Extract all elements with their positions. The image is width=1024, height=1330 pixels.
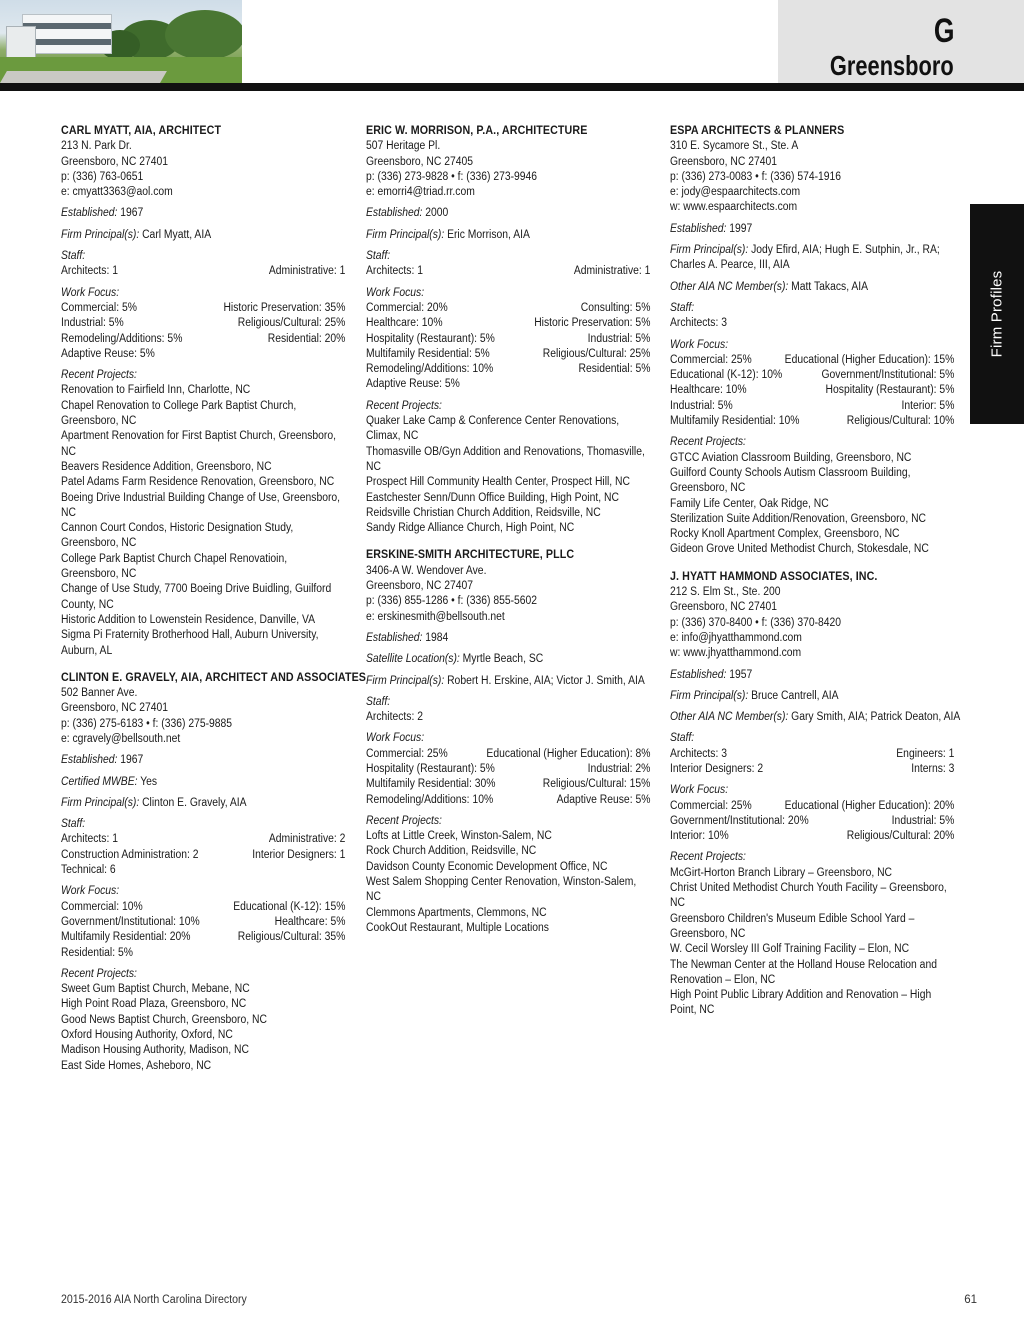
firm-contact-line: Greensboro, NC 27401 bbox=[61, 702, 169, 715]
certified-mwbe bbox=[61, 775, 317, 790]
firm-contact-line: Greensboro, NC 27401 bbox=[670, 601, 778, 614]
firm-entry bbox=[61, 671, 367, 1074]
staff-row bbox=[366, 710, 650, 725]
recent-projects-label: Recent Projects: bbox=[366, 814, 442, 827]
project-item: Cannon Court Condos, Historic Designation Study, Greensboro, NC bbox=[61, 522, 294, 550]
project-item: Reidsville Christian Church Addition, Reidsville, NC bbox=[366, 506, 601, 519]
project-item: Apartment Renovation for First Baptist Church, Greensboro, NC bbox=[61, 430, 336, 458]
staff bbox=[61, 249, 345, 280]
firm-principals-text bbox=[61, 796, 345, 811]
footer-directory-title: 2015-2016 AIA North Carolina Directory bbox=[61, 1294, 247, 1306]
work-focus-row bbox=[366, 347, 650, 362]
project-item: Sterilization Suite Addition/Renovation, Greensboro, NC bbox=[670, 512, 927, 525]
firm-principals-value: Carl Myatt, AIA bbox=[142, 228, 212, 241]
firm-name: CARL MYATT, AIA, ARCHITECT bbox=[61, 125, 222, 137]
staff-item: Engineers: 1 bbox=[896, 747, 955, 760]
firm-contact-line: p: (336) 275-6183 • f: (336) 275-9885 bbox=[61, 717, 233, 730]
firm-principals-value: Eric Morrison, AIA bbox=[447, 228, 530, 241]
project-item: Boeing Drive Industrial Building Change of Use, Greensboro, NC bbox=[61, 491, 341, 519]
work-focus-item: Commercial: 10% bbox=[61, 900, 143, 913]
work-focus-row bbox=[670, 383, 954, 398]
firm-principals-label: Firm Principal(s): bbox=[61, 796, 140, 809]
satellite-location-label: Satellite Location(s): bbox=[366, 653, 460, 666]
work-focus-item: Educational (K-12): 10% bbox=[670, 369, 783, 382]
firm-contact-line: p: (336) 855-1286 • f: (336) 855-5602 bbox=[366, 595, 538, 608]
firm-contact-line: e: erskinesmith@bellsouth.net bbox=[366, 610, 505, 623]
project-item: Historic Addition to Lowenstein Residence, Danville, VA bbox=[61, 613, 316, 626]
work-focus-row bbox=[366, 316, 650, 331]
work-focus-item: Commercial: 25% bbox=[670, 353, 752, 366]
work-focus-item: Industrial: 5% bbox=[587, 332, 651, 345]
recent-projects bbox=[61, 967, 345, 1074]
other-members bbox=[670, 710, 961, 725]
staff-item: Architects: 3 bbox=[670, 747, 727, 760]
staff-label: Staff: bbox=[61, 250, 86, 263]
work-focus bbox=[366, 286, 650, 393]
work-focus-item: Government/Institutional: 10% bbox=[61, 915, 200, 928]
staff-item: Interior Designers: 1 bbox=[252, 848, 346, 861]
staff bbox=[670, 301, 954, 332]
recent-projects-label: Recent Projects: bbox=[61, 369, 137, 382]
firm-principals-text bbox=[366, 674, 650, 689]
firm-contact-line: 507 Heritage Pl. bbox=[366, 140, 441, 153]
work-focus-item: Multifamily Residential: 30% bbox=[366, 778, 496, 791]
project-item: Eastchester Senn/Dunn Office Building, High Point, NC bbox=[366, 491, 619, 504]
work-focus-item: Remodeling/Additions: 5% bbox=[61, 332, 183, 345]
project-item: Greensboro Children's Museum Edible School Yard – Greensboro, NC bbox=[670, 912, 915, 940]
staff-label: Staff: bbox=[61, 818, 86, 831]
work-focus-item: Government/Institutional: 5% bbox=[821, 369, 955, 382]
established-label: Established: bbox=[670, 668, 727, 681]
project-item: Oxford Housing Authority, Oxford, NC bbox=[61, 1029, 233, 1042]
work-focus bbox=[61, 286, 345, 362]
firm-contact-line: e: cgravely@bellsouth.net bbox=[61, 732, 181, 745]
project-item: The Newman Center at the Holland House Relocation and Renovation – Elon, NC bbox=[670, 958, 937, 986]
certified-mwbe-value: Yes bbox=[140, 775, 158, 788]
firm-contact-line: e: emorri4@triad.rr.com bbox=[366, 186, 475, 199]
work-focus-row bbox=[366, 793, 650, 808]
work-focus-label: Work Focus: bbox=[61, 885, 120, 898]
project-item: Good News Baptist Church, Greensboro, NC bbox=[61, 1013, 267, 1026]
firm-principals-value: Clinton E. Gravely, AIA bbox=[142, 796, 247, 809]
recent-projects bbox=[366, 399, 650, 537]
firm-contact-line: Greensboro, NC 27407 bbox=[366, 580, 474, 593]
firm-principals-text bbox=[61, 228, 345, 243]
project-item: West Salem Shopping Center Renovation, Winston-Salem, NC bbox=[366, 876, 637, 904]
work-focus-label: Work Focus: bbox=[366, 732, 425, 745]
project-item: Madison Housing Authority, Madison, NC bbox=[61, 1044, 249, 1057]
established-label: Established: bbox=[366, 207, 423, 220]
recent-projects-label: Recent Projects: bbox=[61, 967, 137, 980]
section-city: Greensboro bbox=[830, 50, 954, 81]
firm-contact-line: p: (336) 763-0651 bbox=[61, 170, 144, 183]
firm-profiles-label: Firm Profiles bbox=[988, 270, 1006, 358]
satellite-location bbox=[366, 652, 622, 667]
firm-principals-text bbox=[366, 228, 650, 243]
work-focus-label: Work Focus: bbox=[670, 338, 729, 351]
work-focus-item: Healthcare: 10% bbox=[366, 317, 443, 330]
work-focus-item: Multifamily Residential: 10% bbox=[670, 415, 800, 428]
firm-principals bbox=[61, 796, 345, 811]
established-label: Established: bbox=[670, 222, 727, 235]
work-focus-row bbox=[61, 316, 345, 331]
established bbox=[366, 631, 622, 646]
firm-principals bbox=[670, 243, 954, 274]
project-item: Davidson County Economic Development Office, NC bbox=[366, 860, 608, 873]
firm-principals-text bbox=[670, 689, 954, 704]
firm-principals-text bbox=[670, 243, 954, 274]
work-focus-row bbox=[366, 762, 650, 777]
firm-principals-value: Robert H. Erskine, AIA; Victor J. Smith, AIA bbox=[447, 674, 645, 687]
firm-principals bbox=[670, 689, 954, 704]
other-members-value: Matt Takacs, AIA bbox=[791, 280, 869, 293]
project-item: Change of Use Study, 7700 Boeing Drive Buidling, Guilford County, NC bbox=[61, 583, 332, 611]
project-item: East Side Homes, Asheboro, NC bbox=[61, 1059, 212, 1072]
project-item: CookOut Restaurant, Multiple Locations bbox=[366, 921, 549, 934]
work-focus-row bbox=[61, 301, 345, 316]
established-label: Established: bbox=[366, 631, 423, 644]
recent-projects bbox=[61, 368, 345, 659]
staff-item: Administrative: 1 bbox=[573, 265, 651, 278]
work-focus-item: Remodeling/Additions: 10% bbox=[366, 363, 494, 376]
work-focus-item: Industrial: 5% bbox=[61, 317, 124, 330]
project-item: GTCC Aviation Classroom Building, Greensboro, NC bbox=[670, 451, 912, 464]
project-item: Clemmons Apartments, Clemmons, NC bbox=[366, 906, 547, 919]
work-focus-label: Work Focus: bbox=[366, 286, 425, 299]
staff bbox=[670, 731, 954, 777]
firm-principals-label: Firm Principal(s): bbox=[670, 244, 749, 257]
work-focus-row bbox=[670, 814, 954, 829]
staff-item: Administrative: 1 bbox=[268, 265, 346, 278]
work-focus-item: Industrial: 5% bbox=[891, 814, 955, 827]
firm-contact-line: p: (336) 273-9828 • f: (336) 273-9946 bbox=[366, 170, 538, 183]
firm-principals-label: Firm Principal(s): bbox=[366, 674, 445, 687]
firm-entry bbox=[61, 124, 345, 659]
work-focus-item: Residential: 5% bbox=[61, 946, 133, 959]
work-focus-item: Educational (K-12): 15% bbox=[233, 900, 346, 913]
work-focus bbox=[61, 884, 345, 960]
staff-label: Staff: bbox=[366, 250, 391, 263]
column-3 bbox=[670, 122, 961, 1031]
work-focus-item: Adaptive Reuse: 5% bbox=[556, 793, 651, 806]
staff-row bbox=[61, 848, 345, 863]
work-focus-item: Residential: 5% bbox=[578, 363, 651, 376]
project-item: Beavers Residence Addition, Greensboro, NC bbox=[61, 460, 272, 473]
established-value: 1957 bbox=[729, 668, 753, 681]
work-focus-item: Historic Preservation: 5% bbox=[534, 317, 651, 330]
established-value: 2000 bbox=[425, 207, 449, 220]
firm-principals-value: Bruce Cantrell, AIA bbox=[751, 689, 839, 702]
project-item: Guilford County Schools Autism Classroom Building, Greensboro, NC bbox=[670, 466, 911, 495]
project-item: Christ United Methodist Church Youth Facility – Greensboro, NC bbox=[670, 882, 947, 910]
staff-label: Staff: bbox=[670, 301, 695, 314]
work-focus-row bbox=[366, 301, 650, 316]
project-item: Rocky Knoll Apartment Complex, Greensboro, NC bbox=[670, 528, 900, 541]
firm-principals bbox=[366, 674, 650, 689]
project-item: Renovation to Fairfield Inn, Charlotte, NC bbox=[61, 384, 251, 397]
work-focus-row bbox=[670, 414, 954, 429]
work-focus-item: Religious/Cultural: 10% bbox=[846, 415, 955, 428]
staff-item: Architects: 3 bbox=[670, 317, 727, 330]
firm-contact-line: Greensboro, NC 27401 bbox=[670, 155, 778, 168]
project-item: Quaker Lake Camp & Conference Center Renovations, Climax, NC bbox=[366, 415, 620, 443]
project-item: McGirt-Horton Branch Library – Greensboro, NC bbox=[670, 866, 893, 879]
firm-contact-line: p: (336) 370-8400 • f: (336) 370-8420 bbox=[670, 616, 842, 629]
work-focus-item: Educational (Higher Education): 20% bbox=[784, 799, 955, 812]
recent-projects-label: Recent Projects: bbox=[670, 851, 746, 864]
project-item: College Park Baptist Church Chapel Renovatioin, Greensboro, NC bbox=[61, 552, 288, 581]
work-focus-item: Remodeling/Additions: 10% bbox=[366, 793, 494, 806]
project-item: Prospect Hill Community Health Center, Prospect Hill, NC bbox=[366, 476, 631, 489]
project-item: Sweet Gum Baptist Church, Mebane, NC bbox=[61, 983, 250, 996]
page-number: 61 bbox=[964, 1294, 977, 1306]
work-focus-row bbox=[670, 829, 954, 844]
project-item: Gideon Grove United Methodist Church, Stokesdale, NC bbox=[670, 543, 929, 556]
firm-principals-label: Firm Principal(s): bbox=[670, 689, 749, 702]
firm-name: CLINTON E. GRAVELY, AIA, ARCHITECT AND ASSOCIATES bbox=[61, 671, 367, 684]
staff-item: Architects: 1 bbox=[61, 265, 118, 278]
staff-item: Architects: 2 bbox=[366, 711, 423, 724]
project-item: Lofts at Little Creek, Winston-Salem, NC bbox=[366, 830, 552, 843]
staff bbox=[366, 249, 650, 280]
firm-principals-value: Jody Efird, AIA; Hugh E. Sutphin, Jr., RA; Charles A. Pearce, III, AIA bbox=[670, 244, 940, 272]
work-focus-row bbox=[670, 799, 954, 814]
firm-principals-label: Firm Principal(s): bbox=[366, 228, 445, 241]
staff-row bbox=[670, 316, 954, 331]
firm-entry bbox=[670, 570, 961, 1019]
project-item: Chapel Renovation to College Park Baptist Church, Greensboro, NC bbox=[61, 399, 297, 428]
firm-name: ERIC W. MORRISON, P.A., ARCHITECTURE bbox=[366, 125, 588, 137]
work-focus-row bbox=[366, 377, 650, 392]
work-focus-item: Hospitality (Restaurant): 5% bbox=[366, 332, 495, 345]
header-photo bbox=[0, 0, 242, 83]
work-focus-item: Government/Institutional: 20% bbox=[670, 814, 809, 827]
firm-name: ESPA ARCHITECTS & PLANNERS bbox=[670, 125, 845, 137]
recent-projects-label: Recent Projects: bbox=[366, 399, 442, 412]
firm-contact-line: 213 N. Park Dr. bbox=[61, 140, 132, 153]
work-focus-item: Educational (Higher Education): 8% bbox=[486, 747, 651, 760]
staff-item: Interior Designers: 2 bbox=[670, 762, 764, 775]
established-value: 1997 bbox=[729, 222, 753, 235]
work-focus-row bbox=[61, 930, 345, 945]
firm-principals bbox=[366, 228, 650, 243]
staff-item: Technical: 6 bbox=[61, 864, 116, 877]
column-1 bbox=[61, 122, 367, 1086]
established-label: Established: bbox=[61, 754, 118, 767]
other-members-label: Other AIA NC Member(s): bbox=[670, 280, 789, 293]
work-focus-item: Multifamily Residential: 5% bbox=[366, 347, 490, 360]
work-focus-item: Educational (Higher Education): 15% bbox=[784, 353, 955, 366]
firm-name: ERSKINE-SMITH ARCHITECTURE, PLLC bbox=[366, 549, 575, 562]
firm-contact-line: 310 E. Sycamore St., Ste. A bbox=[670, 140, 799, 153]
firm-contact-line: 3406-A W. Wendover Ave. bbox=[366, 564, 487, 577]
work-focus-item: Historic Preservation: 35% bbox=[223, 301, 346, 314]
work-focus-row bbox=[61, 946, 345, 961]
work-focus-row bbox=[366, 747, 650, 762]
established bbox=[61, 206, 317, 221]
work-focus-row bbox=[670, 353, 954, 368]
firm-contact-line: e: info@jhyatthammond.com bbox=[670, 631, 802, 644]
firm-contact-line: w: www.jhyatthammond.com bbox=[670, 647, 802, 660]
work-focus-row bbox=[61, 332, 345, 347]
project-item: Rock Church Addition, Reidsville, NC bbox=[366, 845, 537, 858]
project-item: High Point Road Plaza, Greensboro, NC bbox=[61, 998, 247, 1011]
staff-item: Administrative: 2 bbox=[268, 833, 346, 846]
work-focus-item: Hospitality (Restaurant): 5% bbox=[825, 384, 955, 397]
work-focus-item: Adaptive Reuse: 5% bbox=[366, 378, 460, 391]
staff bbox=[61, 817, 345, 878]
work-focus-item: Healthcare: 5% bbox=[274, 915, 346, 928]
staff-label: Staff: bbox=[366, 695, 391, 708]
header-section-tab bbox=[778, 0, 1024, 83]
firm-entry bbox=[366, 548, 650, 936]
other-members bbox=[670, 280, 926, 295]
staff-row bbox=[670, 762, 954, 777]
project-item: Sigma Pi Fraternity Brotherhood Hall, Auburn University, Auburn, AL bbox=[61, 629, 319, 657]
work-focus-row bbox=[366, 777, 650, 792]
header-rule bbox=[0, 83, 1024, 91]
firm-contact-line: 502 Banner Ave. bbox=[61, 687, 138, 700]
project-item: High Point Public Library Addition and Renovation – High Point, NC bbox=[670, 989, 932, 1017]
recent-projects bbox=[366, 814, 650, 936]
firm-contact-line: Greensboro, NC 27405 bbox=[366, 155, 474, 168]
certified-mwbe-label: Certified MWBE: bbox=[61, 775, 138, 788]
established-label: Established: bbox=[61, 207, 118, 220]
recent-projects bbox=[670, 850, 954, 1018]
section-letter: G bbox=[933, 12, 954, 50]
firm-contact-line: Greensboro, NC 27401 bbox=[61, 155, 169, 168]
work-focus-item: Residential: 20% bbox=[267, 332, 346, 345]
firm-contact-line: e: jody@espaarchitects.com bbox=[670, 186, 801, 199]
work-focus-item: Religious/Cultural: 35% bbox=[237, 931, 346, 944]
established-value: 1967 bbox=[120, 207, 144, 220]
firm-contact-line: e: cmyatt3363@aol.com bbox=[61, 186, 173, 199]
work-focus-item: Adaptive Reuse: 5% bbox=[61, 347, 155, 360]
work-focus-item: Consulting: 5% bbox=[580, 301, 651, 314]
work-focus bbox=[670, 783, 954, 844]
work-focus-item: Religious/Cultural: 20% bbox=[846, 830, 955, 843]
established bbox=[670, 668, 926, 683]
satellite-location-value: Myrtle Beach, SC bbox=[462, 653, 544, 666]
work-focus-label: Work Focus: bbox=[61, 286, 120, 299]
other-members-label: Other AIA NC Member(s): bbox=[670, 711, 789, 724]
work-focus-item: Industrial: 2% bbox=[587, 762, 651, 775]
other-members-value: Gary Smith, AIA; Patrick Deaton, AIA bbox=[791, 711, 961, 724]
established-value: 1967 bbox=[120, 754, 144, 767]
firm-entry bbox=[366, 124, 650, 536]
established bbox=[670, 222, 926, 237]
recent-projects-label: Recent Projects: bbox=[670, 436, 746, 449]
staff-item: Interns: 3 bbox=[911, 762, 955, 775]
work-focus-row bbox=[670, 399, 954, 414]
staff-item: Architects: 1 bbox=[61, 833, 118, 846]
firm-contact-line: 212 S. Elm St., Ste. 200 bbox=[670, 586, 781, 599]
recent-projects bbox=[670, 435, 954, 557]
established-value: 1984 bbox=[425, 631, 449, 644]
work-focus-row bbox=[670, 368, 954, 383]
work-focus-item: Hospitality (Restaurant): 5% bbox=[366, 762, 495, 775]
work-focus-item: Interior: 10% bbox=[670, 830, 729, 843]
work-focus-row bbox=[366, 362, 650, 377]
work-focus-row bbox=[61, 347, 345, 362]
work-focus bbox=[670, 338, 954, 430]
work-focus-item: Commercial: 20% bbox=[366, 301, 448, 314]
firm-principals bbox=[61, 228, 345, 243]
project-item: Thomasville OB/Gyn Addition and Renovations, Thomasville, NC bbox=[366, 445, 645, 473]
firm-contact-line: w: www.espaarchitects.com bbox=[670, 201, 798, 214]
work-focus-item: Commercial: 25% bbox=[670, 799, 752, 812]
established bbox=[61, 753, 317, 768]
work-focus-row bbox=[61, 915, 345, 930]
firm-contact-line: p: (336) 273-0083 • f: (336) 574-1916 bbox=[670, 170, 842, 183]
staff-row bbox=[61, 863, 345, 878]
work-focus-item: Industrial: 5% bbox=[670, 399, 733, 412]
work-focus-row bbox=[366, 332, 650, 347]
staff-item: Construction Administration: 2 bbox=[61, 848, 199, 861]
work-focus-item: Interior: 5% bbox=[901, 399, 955, 412]
work-focus-item: Healthcare: 10% bbox=[670, 384, 747, 397]
work-focus-item: Multifamily Residential: 20% bbox=[61, 931, 191, 944]
staff-label: Staff: bbox=[670, 732, 695, 745]
work-focus-label: Work Focus: bbox=[670, 784, 729, 797]
staff-item: Architects: 1 bbox=[366, 265, 423, 278]
firm-profiles-tab bbox=[970, 204, 1024, 424]
work-focus-item: Commercial: 5% bbox=[61, 301, 137, 314]
project-item: Patel Adams Farm Residence Renovation, Greensboro, NC bbox=[61, 476, 335, 489]
firm-principals-label: Firm Principal(s): bbox=[61, 228, 140, 241]
work-focus-item: Religious/Cultural: 25% bbox=[237, 317, 346, 330]
firm-entry bbox=[670, 124, 954, 558]
work-focus-item: Religious/Cultural: 25% bbox=[542, 347, 651, 360]
established bbox=[366, 206, 622, 221]
project-item: Family Life Center, Oak Ridge, NC bbox=[670, 497, 829, 510]
work-focus-row bbox=[61, 900, 345, 915]
work-focus bbox=[366, 731, 650, 807]
staff bbox=[366, 695, 650, 726]
staff-row bbox=[61, 264, 345, 279]
column-2 bbox=[366, 122, 650, 948]
firm-name: J. HYATT HAMMOND ASSOCIATES, INC. bbox=[670, 570, 878, 583]
staff-row bbox=[61, 832, 345, 847]
project-item: W. Cecil Worsley III Golf Training Facility – Elon, NC bbox=[670, 943, 910, 956]
project-item: Sandy Ridge Alliance Church, High Point, NC bbox=[366, 522, 575, 535]
work-focus-item: Commercial: 25% bbox=[366, 747, 448, 760]
work-focus-item: Religious/Cultural: 15% bbox=[542, 778, 651, 791]
staff-row bbox=[366, 264, 650, 279]
staff-row bbox=[670, 747, 954, 762]
